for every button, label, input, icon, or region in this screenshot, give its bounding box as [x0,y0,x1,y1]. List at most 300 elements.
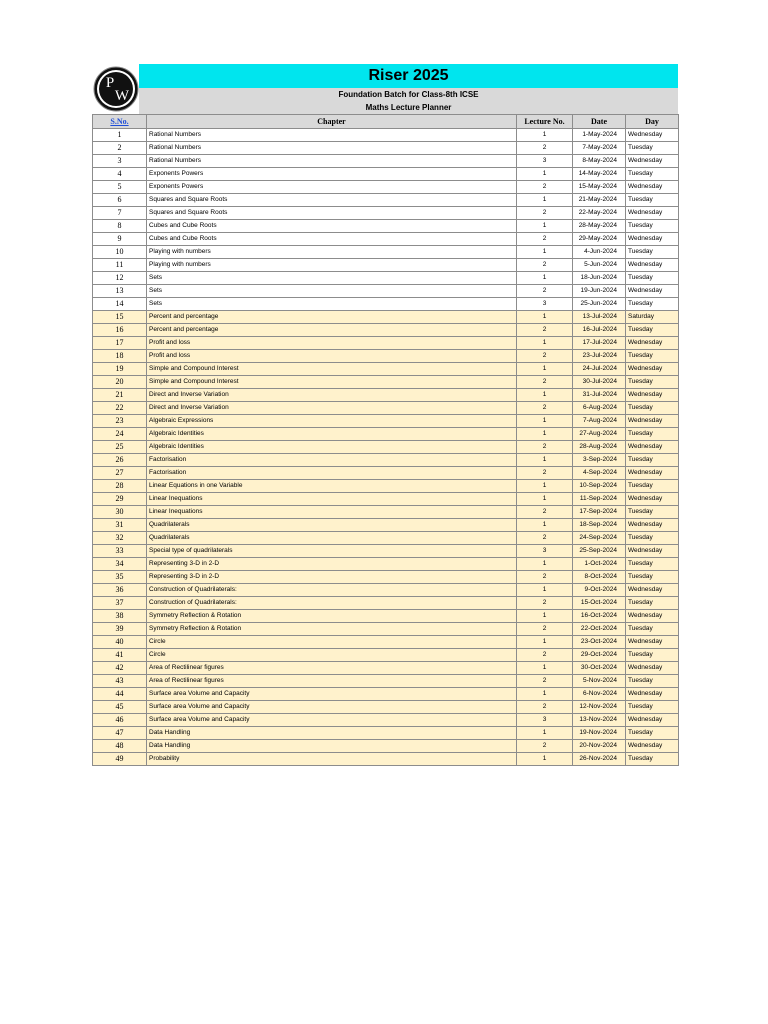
row-lecture-no: 2 [517,350,573,363]
row-lecture-no: 3 [517,155,573,168]
lecture-planner-sheet [92,64,678,766]
row-chapter: Symmetry Reflection & Rotation [147,623,517,636]
row-chapter: Surface area Volume and Capacity [147,688,517,701]
row-lecture-no: 1 [517,584,573,597]
row-day: Wednesday [626,584,679,597]
table-row [93,480,679,493]
row-lecture-no: 1 [517,727,573,740]
row-chapter: Profit and loss [147,350,517,363]
table-row [93,402,679,415]
row-lecture-no: 2 [517,701,573,714]
row-day: Tuesday [626,220,679,233]
table-row [93,597,679,610]
row-lecture-no: 1 [517,610,573,623]
row-chapter: Area of Rectilinear figures [147,662,517,675]
row-date: 8-May-2024 [573,155,626,168]
row-sno: 40 [93,636,147,649]
row-day: Wednesday [626,207,679,220]
row-chapter: Rational Numbers [147,155,517,168]
row-sno: 46 [93,714,147,727]
row-sno: 21 [93,389,147,402]
row-date: 6-Nov-2024 [573,688,626,701]
row-lecture-no: 2 [517,571,573,584]
row-chapter: Quadrilaterals [147,519,517,532]
row-chapter: Algebraic Identities [147,428,517,441]
row-sno: 24 [93,428,147,441]
table-row [93,259,679,272]
row-day: Tuesday [626,168,679,181]
row-date: 15-May-2024 [573,181,626,194]
row-sno: 13 [93,285,147,298]
row-lecture-no: 3 [517,714,573,727]
row-date: 24-Sep-2024 [573,532,626,545]
row-chapter: Rational Numbers [147,129,517,142]
row-chapter: Exponents Powers [147,181,517,194]
row-lecture-no: 2 [517,402,573,415]
row-lecture-no: 2 [517,142,573,155]
row-day: Tuesday [626,571,679,584]
row-lecture-no: 2 [517,597,573,610]
table-row [93,311,679,324]
row-sno: 1 [93,129,147,142]
table-header-row [93,115,679,129]
row-day: Wednesday [626,610,679,623]
row-chapter: Circle [147,636,517,649]
row-chapter: Linear Inequations [147,493,517,506]
planner-subtitle: Maths Lecture Planner [139,101,678,114]
row-day: Tuesday [626,428,679,441]
row-day: Tuesday [626,246,679,259]
row-chapter: Percent and percentage [147,311,517,324]
batch-subtitle: Foundation Batch for Class-8th ICSE [139,88,678,101]
row-lecture-no: 1 [517,246,573,259]
row-sno: 31 [93,519,147,532]
row-chapter: Construction of Quadrilaterals: [147,584,517,597]
lecture-table [92,114,679,766]
row-day: Wednesday [626,363,679,376]
row-date: 17-Jul-2024 [573,337,626,350]
table-row [93,142,679,155]
row-date: 28-May-2024 [573,220,626,233]
row-day: Wednesday [626,519,679,532]
row-sno: 12 [93,272,147,285]
row-sno: 36 [93,584,147,597]
row-date: 27-Aug-2024 [573,428,626,441]
row-chapter: Algebraic Identities [147,441,517,454]
row-day: Tuesday [626,623,679,636]
row-lecture-no: 2 [517,259,573,272]
row-date: 26-Nov-2024 [573,753,626,766]
row-sno: 4 [93,168,147,181]
table-row [93,649,679,662]
row-chapter: Cubes and Cube Roots [147,233,517,246]
table-row [93,350,679,363]
row-lecture-no: 1 [517,272,573,285]
row-day: Tuesday [626,350,679,363]
table-row [93,714,679,727]
table-row [93,363,679,376]
table-row [93,571,679,584]
row-chapter: Simple and Compound Interest [147,363,517,376]
row-day: Tuesday [626,701,679,714]
row-chapter: Playing with numbers [147,246,517,259]
row-chapter: Construction of Quadrilaterals: [147,597,517,610]
row-date: 18-Jun-2024 [573,272,626,285]
row-day: Saturday [626,311,679,324]
row-sno: 45 [93,701,147,714]
row-chapter: Algebraic Expressions [147,415,517,428]
row-sno: 20 [93,376,147,389]
row-day: Tuesday [626,376,679,389]
row-day: Tuesday [626,324,679,337]
row-date: 30-Oct-2024 [573,662,626,675]
row-lecture-no: 1 [517,480,573,493]
column-header-lecture: Lecture No. [517,115,573,129]
row-day: Wednesday [626,662,679,675]
row-sno: 38 [93,610,147,623]
row-date: 13-Jul-2024 [573,311,626,324]
row-chapter: Cubes and Cube Roots [147,220,517,233]
row-sno: 11 [93,259,147,272]
row-date: 5-Nov-2024 [573,675,626,688]
row-sno: 41 [93,649,147,662]
row-lecture-no: 2 [517,207,573,220]
table-row [93,168,679,181]
row-lecture-no: 1 [517,753,573,766]
table-row [93,519,679,532]
row-lecture-no: 2 [517,675,573,688]
row-date: 9-Oct-2024 [573,584,626,597]
row-lecture-no: 2 [517,181,573,194]
row-lecture-no: 1 [517,194,573,207]
row-lecture-no: 2 [517,233,573,246]
planner-title: Riser 2025 [139,64,678,88]
row-chapter: Representing 3-D in 2-D [147,571,517,584]
row-sno: 26 [93,454,147,467]
row-chapter: Data Handling [147,727,517,740]
row-date: 28-Aug-2024 [573,441,626,454]
row-sno: 30 [93,506,147,519]
row-lecture-no: 1 [517,311,573,324]
table-row [93,545,679,558]
row-sno: 22 [93,402,147,415]
row-lecture-no: 1 [517,220,573,233]
row-lecture-no: 1 [517,337,573,350]
row-day: Wednesday [626,337,679,350]
table-row [93,506,679,519]
row-date: 8-Oct-2024 [573,571,626,584]
row-sno: 28 [93,480,147,493]
row-lecture-no: 2 [517,441,573,454]
row-chapter: Sets [147,272,517,285]
row-date: 17-Sep-2024 [573,506,626,519]
row-day: Tuesday [626,558,679,571]
table-row [93,389,679,402]
table-row [93,675,679,688]
row-date: 1-May-2024 [573,129,626,142]
row-lecture-no: 2 [517,623,573,636]
row-date: 6-Aug-2024 [573,402,626,415]
row-chapter: Playing with numbers [147,259,517,272]
table-body [93,129,679,766]
row-chapter: Squares and Square Roots [147,207,517,220]
row-day: Tuesday [626,675,679,688]
row-lecture-no: 2 [517,376,573,389]
row-day: Tuesday [626,454,679,467]
table-row [93,701,679,714]
row-lecture-no: 3 [517,545,573,558]
row-lecture-no: 2 [517,324,573,337]
row-day: Tuesday [626,727,679,740]
row-date: 30-Jul-2024 [573,376,626,389]
row-chapter: Data Handling [147,740,517,753]
row-chapter: Surface area Volume and Capacity [147,714,517,727]
row-chapter: Area of Rectilinear figures [147,675,517,688]
column-header-date: Date [573,115,626,129]
row-day: Wednesday [626,467,679,480]
row-sno: 9 [93,233,147,246]
row-sno: 33 [93,545,147,558]
table-row [93,207,679,220]
row-chapter: Quadrilaterals [147,532,517,545]
row-date: 29-Oct-2024 [573,649,626,662]
row-lecture-no: 2 [517,740,573,753]
row-date: 5-Jun-2024 [573,259,626,272]
row-day: Tuesday [626,272,679,285]
row-date: 16-Jul-2024 [573,324,626,337]
table-row [93,584,679,597]
row-date: 16-Oct-2024 [573,610,626,623]
row-sno: 49 [93,753,147,766]
row-date: 3-Sep-2024 [573,454,626,467]
row-date: 14-May-2024 [573,168,626,181]
row-date: 18-Sep-2024 [573,519,626,532]
row-lecture-no: 2 [517,285,573,298]
table-row [93,532,679,545]
row-day: Wednesday [626,415,679,428]
row-lecture-no: 1 [517,454,573,467]
row-chapter: Symmetry Reflection & Rotation [147,610,517,623]
table-row [93,636,679,649]
column-header-sno[interactable]: S.No. [93,115,147,129]
row-date: 7-May-2024 [573,142,626,155]
row-date: 1-Oct-2024 [573,558,626,571]
table-row [93,220,679,233]
row-sno: 29 [93,493,147,506]
planner-banner [92,64,678,114]
table-row [93,298,679,311]
row-chapter: Factorisation [147,454,517,467]
table-row [93,376,679,389]
row-lecture-no: 1 [517,519,573,532]
row-date: 25-Sep-2024 [573,545,626,558]
row-day: Wednesday [626,688,679,701]
row-lecture-no: 3 [517,298,573,311]
row-chapter: Surface area Volume and Capacity [147,701,517,714]
row-sno: 7 [93,207,147,220]
row-lecture-no: 2 [517,532,573,545]
row-date: 15-Oct-2024 [573,597,626,610]
row-sno: 16 [93,324,147,337]
row-day: Wednesday [626,545,679,558]
row-sno: 34 [93,558,147,571]
table-row [93,610,679,623]
row-day: Wednesday [626,493,679,506]
row-chapter: Linear Equations in one Variable [147,480,517,493]
row-day: Wednesday [626,155,679,168]
row-chapter: Special type of quadrilaterals [147,545,517,558]
row-day: Tuesday [626,298,679,311]
row-lecture-no: 1 [517,636,573,649]
row-day: Tuesday [626,649,679,662]
row-date: 7-Aug-2024 [573,415,626,428]
row-day: Tuesday [626,402,679,415]
row-sno: 39 [93,623,147,636]
row-day: Wednesday [626,389,679,402]
row-day: Wednesday [626,259,679,272]
row-day: Wednesday [626,441,679,454]
row-date: 11-Sep-2024 [573,493,626,506]
row-date: 25-Jun-2024 [573,298,626,311]
row-day: Tuesday [626,753,679,766]
table-row [93,324,679,337]
row-chapter: Circle [147,649,517,662]
table-row [93,662,679,675]
row-sno: 27 [93,467,147,480]
row-date: 4-Jun-2024 [573,246,626,259]
row-sno: 3 [93,155,147,168]
row-chapter: Factorisation [147,467,517,480]
row-date: 13-Nov-2024 [573,714,626,727]
row-sno: 42 [93,662,147,675]
row-date: 23-Jul-2024 [573,350,626,363]
table-row [93,688,679,701]
row-day: Wednesday [626,636,679,649]
row-sno: 6 [93,194,147,207]
table-row [93,454,679,467]
row-sno: 37 [93,597,147,610]
row-lecture-no: 1 [517,493,573,506]
row-lecture-no: 1 [517,428,573,441]
row-lecture-no: 2 [517,467,573,480]
pw-logo-icon [93,65,139,113]
table-row [93,272,679,285]
row-day: Wednesday [626,714,679,727]
row-sno: 35 [93,571,147,584]
row-chapter: Squares and Square Roots [147,194,517,207]
row-sno: 48 [93,740,147,753]
row-sno: 10 [93,246,147,259]
table-row [93,727,679,740]
row-chapter: Profit and loss [147,337,517,350]
row-sno: 17 [93,337,147,350]
row-sno: 25 [93,441,147,454]
table-row [93,558,679,571]
table-row [93,740,679,753]
row-lecture-no: 2 [517,506,573,519]
column-header-day: Day [626,115,679,129]
row-day: Tuesday [626,142,679,155]
row-chapter: Probability [147,753,517,766]
row-sno: 32 [93,532,147,545]
row-date: 22-Oct-2024 [573,623,626,636]
row-day: Tuesday [626,597,679,610]
row-lecture-no: 1 [517,168,573,181]
table-row [93,155,679,168]
table-row [93,129,679,142]
row-date: 31-Jul-2024 [573,389,626,402]
row-day: Wednesday [626,181,679,194]
row-sno: 23 [93,415,147,428]
row-day: Wednesday [626,285,679,298]
table-row [93,181,679,194]
row-sno: 15 [93,311,147,324]
row-date: 19-Nov-2024 [573,727,626,740]
row-sno: 19 [93,363,147,376]
table-row [93,233,679,246]
row-sno: 14 [93,298,147,311]
table-row [93,428,679,441]
row-day: Wednesday [626,233,679,246]
row-sno: 5 [93,181,147,194]
row-lecture-no: 1 [517,363,573,376]
row-sno: 18 [93,350,147,363]
row-chapter: Direct and Inverse Variation [147,402,517,415]
svg-text:W: W [114,88,129,104]
row-lecture-no: 1 [517,688,573,701]
row-sno: 2 [93,142,147,155]
row-chapter: Rational Numbers [147,142,517,155]
table-row [93,415,679,428]
svg-text:P: P [105,75,114,91]
row-lecture-no: 1 [517,662,573,675]
row-date: 19-Jun-2024 [573,285,626,298]
row-date: 4-Sep-2024 [573,467,626,480]
pw-logo [92,64,139,114]
row-day: Wednesday [626,740,679,753]
row-date: 12-Nov-2024 [573,701,626,714]
row-chapter: Percent and percentage [147,324,517,337]
row-date: 23-Oct-2024 [573,636,626,649]
row-date: 10-Sep-2024 [573,480,626,493]
table-row [93,493,679,506]
table-row [93,285,679,298]
table-row [93,194,679,207]
row-day: Wednesday [626,129,679,142]
row-lecture-no: 1 [517,558,573,571]
row-lecture-no: 1 [517,129,573,142]
table-row [93,467,679,480]
row-chapter: Linear Inequations [147,506,517,519]
row-date: 29-May-2024 [573,233,626,246]
row-date: 24-Jul-2024 [573,363,626,376]
table-row [93,337,679,350]
row-lecture-no: 1 [517,389,573,402]
row-chapter: Sets [147,285,517,298]
row-date: 21-May-2024 [573,194,626,207]
table-row [93,441,679,454]
row-chapter: Simple and Compound Interest [147,376,517,389]
row-day: Tuesday [626,506,679,519]
row-chapter: Direct and Inverse Variation [147,389,517,402]
table-row [93,753,679,766]
row-chapter: Representing 3-D in 2-D [147,558,517,571]
row-day: Tuesday [626,194,679,207]
row-day: Tuesday [626,480,679,493]
row-chapter: Sets [147,298,517,311]
row-sno: 43 [93,675,147,688]
row-chapter: Exponents Powers [147,168,517,181]
